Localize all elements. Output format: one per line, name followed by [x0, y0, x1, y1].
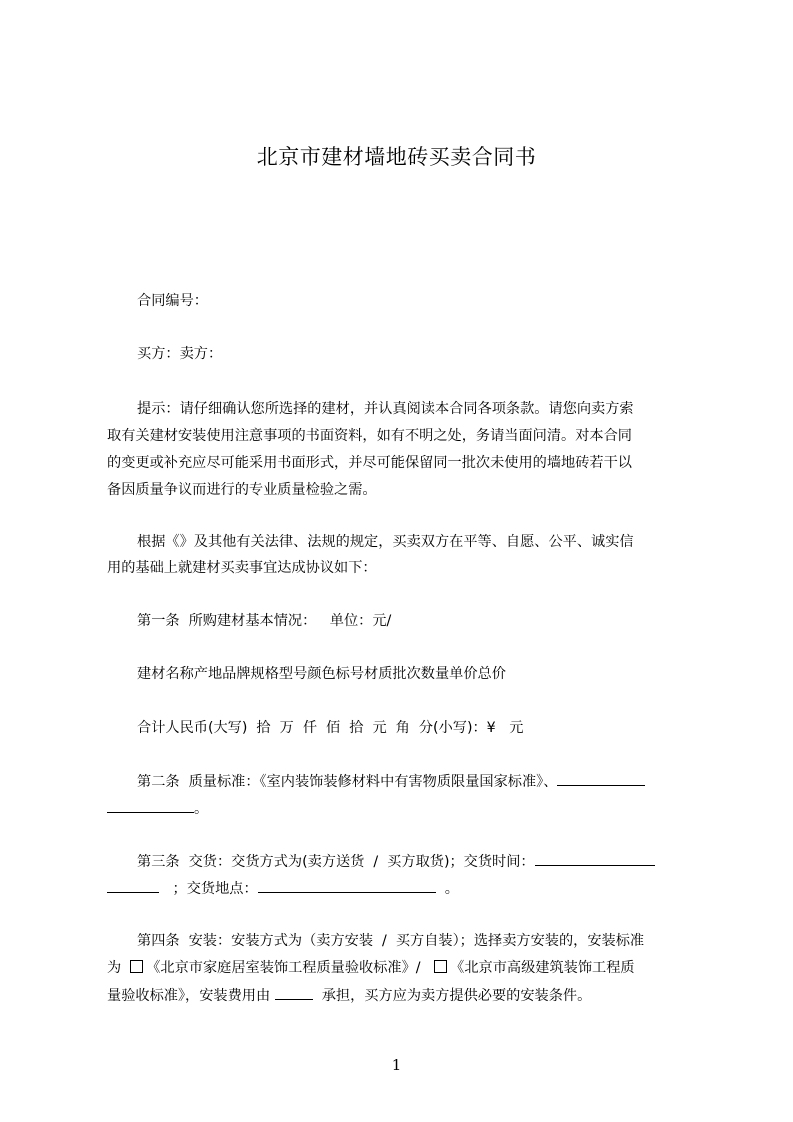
article-3-text: 第三条 交货：交货方式为(卖方送货 / 买方取货)；交货时间： — [137, 854, 535, 870]
delivery-place-label: ；交货地点： — [172, 881, 258, 897]
delivery-time-blank-cont — [107, 878, 159, 893]
delivery-place-blank — [258, 878, 436, 893]
article-3-line-2: ；交货地点： 。 — [107, 878, 459, 899]
tip-line-1: 提示：请仔细确认您所选择的建材，并认真阅读本合同各项条款。请您向卖方索 — [137, 401, 634, 417]
checkbox-premium-standard — [434, 960, 447, 973]
article-2-text: 第二条 质量标准：《室内装饰装修材料中有害物质限量国家标准》、 — [137, 774, 558, 790]
total-amount-line: 合计人民币(大写) 拾 万 仟 佰 拾 元 角 分(小写)：¥ 元 — [137, 720, 524, 736]
installation-fee-payer-blank — [275, 985, 313, 1000]
article-4-line-3: 量验收标准》，安装费用由 承担，买方应为卖方提供必要的安装条件。 — [107, 985, 591, 1006]
article-3-line-1 — [137, 851, 655, 872]
article-4-line-1: 第四条 安装：安装方式为（卖方安装 / 买方自装）；选择卖方安装的，安装标准 — [137, 933, 645, 949]
basis-line-2: 用的基础上就建材买卖事宜达成协议如下： — [107, 560, 377, 576]
tip-line-4: 备因质量争议而进行的专业质量检验之需。 — [107, 482, 377, 498]
delivery-time-blank — [535, 851, 655, 866]
article-4-line-2: 为 《北京市家庭居室装饰工程质量验收标准》/ 《北京市高级建筑装饰工程质 — [107, 960, 635, 976]
quality-standard-blank-cont — [107, 798, 194, 813]
tip-line-2: 取有关建材安装使用注意事项的书面资料，如有不明之处，务请当面问清。对本合同 — [107, 428, 632, 444]
article-2-line-2: 。 — [107, 798, 208, 819]
article-1: 第一条 所购建材基本情况： 单位：元/ — [137, 613, 392, 629]
document-title: 北京市建材墙地砖买卖合同书 — [256, 145, 537, 169]
page-number: 1 — [391, 1056, 402, 1074]
quality-standard-blank — [557, 771, 645, 786]
contract-number-label: 合同编号： — [137, 293, 208, 309]
parties-label: 买方：卖方： — [137, 346, 223, 362]
material-table-header: 建材名称产地品牌规格型号颜色标号材质批次数量单价总价 — [137, 666, 506, 682]
basis-line-1: 根据《》及其他有关法律、法规的规定，买卖双方在平等、自愿、公平、诚实信 — [137, 534, 634, 550]
article-2-line-1 — [137, 771, 645, 792]
tip-line-3: 的变更或补充应尽可能采用书面形式，并尽可能保留同一批次未使用的墙地砖若干以 — [107, 455, 632, 471]
checkbox-home-standard — [130, 960, 143, 973]
premium-standard-text: 《北京市高级建筑装饰工程质 — [450, 960, 635, 976]
home-standard-text: 《北京市家庭居室装饰工程质量验收标准》/ — [146, 960, 421, 976]
